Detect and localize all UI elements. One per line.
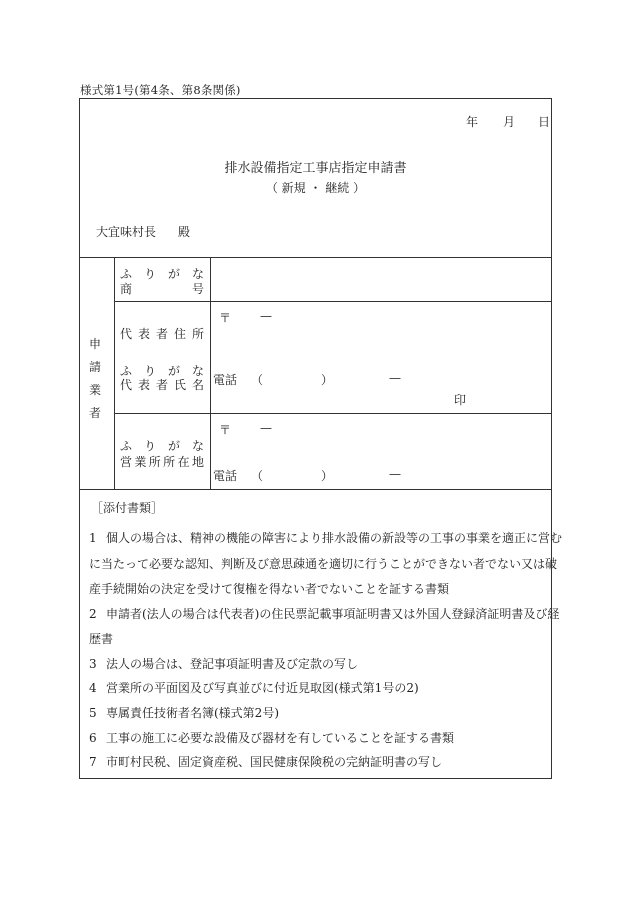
rep-phone-dash: — [389, 371, 401, 385]
office-phone-paren-open: （ [251, 469, 264, 483]
attachment-item: 5 専属責任技術者名簿(様式第2号) [89, 706, 279, 720]
office-phone-label: 電話 [213, 469, 238, 483]
attachment-item-continued: 歴書 [89, 632, 114, 646]
divider-header [80, 257, 551, 258]
rep-phone-paren-open: （ [251, 373, 264, 387]
attachment-item: 2 申請者(法人の場合は代表者)の住民票記載事項証明書又は外国人登録済証明書及び経 [89, 607, 560, 621]
divider-representative [114, 413, 551, 414]
rep-name-furigana-label: ふ り が な [120, 364, 204, 378]
form-number: 様式第1号(第4条、第8条関係) [80, 83, 241, 97]
attachment-item: 7 市町村民税、固定資産税、国民健康保険税の完納証明書の写し [89, 755, 443, 769]
trade-name-label: 商 号 [120, 282, 204, 296]
attachment-item-continued: に当たって必要な認知、判断及び意思疎通を適切に行うことができない者でない又は破 [89, 557, 558, 571]
office-location-label: 営 業 所 所 在 地 [120, 455, 204, 469]
attachment-item: 3 法人の場合は、登記事項証明書及び定款の写し [89, 657, 359, 671]
rep-phone-paren-close: ） [321, 373, 334, 387]
attachments-heading: ［添付書類］ [91, 501, 164, 515]
rep-address-label: 代 表 者 住 所 [120, 327, 204, 341]
divider-applicant [80, 489, 551, 490]
divider-trade-name [114, 301, 551, 302]
date-month: 月 [503, 115, 516, 129]
rep-phone-label: 電話 [213, 373, 238, 387]
date-year: 年 [466, 115, 479, 129]
application-type: （ 新規 ・ 継続 ） [265, 181, 366, 195]
date-day: 日 [538, 115, 551, 129]
honorific: 殿 [178, 225, 191, 239]
rep-name-label: 代 表 者 氏 名 [120, 378, 204, 392]
addressee: 大宜味村長 [96, 225, 157, 239]
attachment-item: 4 営業所の平面図及び写真並びに付近見取図(様式第1号の2) [89, 681, 419, 695]
document-title: 排水設備指定工事店指定申請書 [224, 161, 407, 176]
application-form [79, 98, 563, 779]
office-phone-paren-close: ） [321, 469, 334, 483]
applicant-section-label: 申 請 業 者 [88, 337, 101, 420]
seal-mark: 印 [454, 393, 467, 407]
attachment-item-continued: 産手続開始の決定を受けて復権を得ない者でないことを証する書類 [89, 582, 450, 596]
office-furigana-label: ふ り が な [120, 439, 204, 453]
rep-postal-dash: — [260, 309, 272, 323]
office-phone-dash: — [389, 467, 401, 481]
attachment-item: 6 工事の施工に必要な設備及び器材を有していることを証する書類 [89, 731, 455, 745]
rep-postal-mark: 〒 [219, 311, 232, 325]
attachment-item: 1 個人の場合は、精神の機能の障害により排水設備の新設等の工事の事業を適正に営む [89, 531, 563, 545]
office-postal-dash: — [260, 421, 272, 435]
divider-field-label [210, 257, 211, 489]
divider-applicant-label [114, 257, 115, 489]
trade-name-furigana-label: ふ り が な [120, 267, 204, 281]
office-postal-mark: 〒 [219, 423, 232, 437]
